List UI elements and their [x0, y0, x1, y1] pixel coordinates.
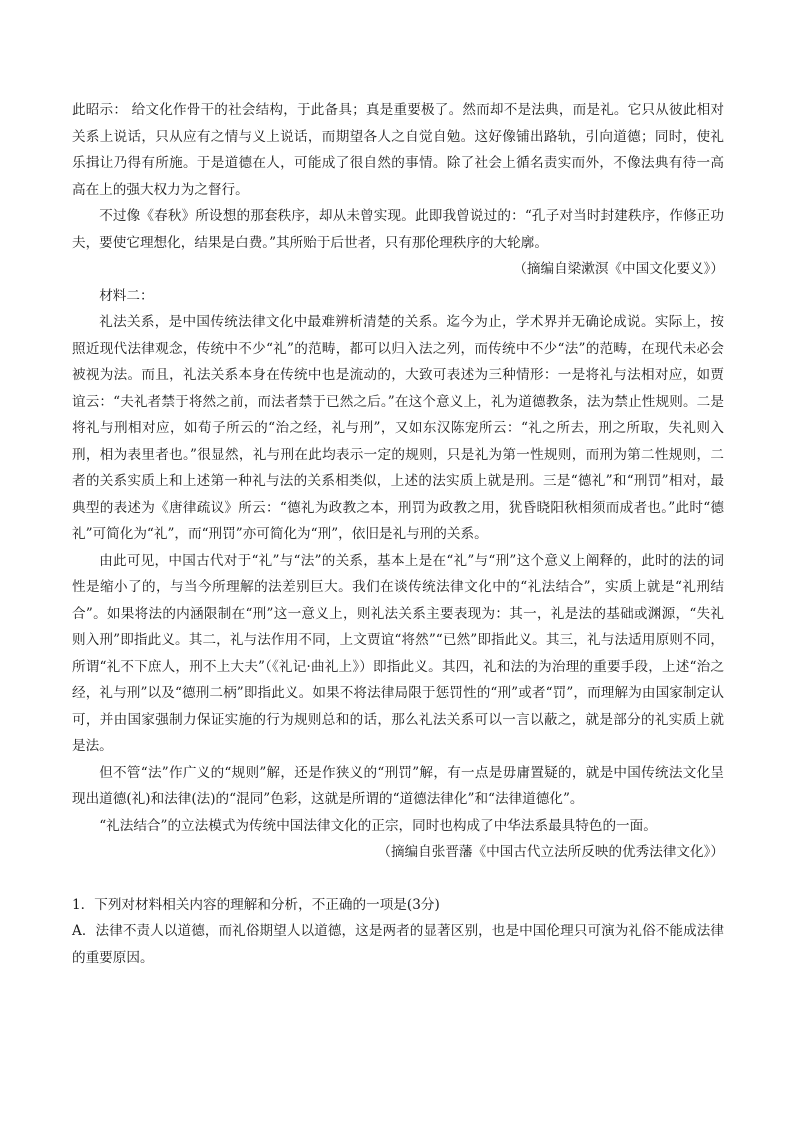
- material2-paragraph-3: 但不管“法”作广义的“规则”解，还是作狭义的“刑罚”解，有一点是毋庸置疑的，就是中国传统法文化呈现出道德(礼)和法律(法)的“混同”色彩，这就是所谓的“道德法律化”和“法律道德化”。: [72, 764, 724, 807]
- question-1-option-a: A．法律不责人以道德，而礼俗期望人以道德，这是两者的显著区别，也是中国伦理只可演为礼俗不能成法律的重要原因。: [72, 923, 724, 966]
- material2-source: （摘编自张晋藩《中国古代立法所反映的优秀法律文化》）: [377, 844, 724, 860]
- document-page: [72, 97, 724, 971]
- material2-paragraph-4: “礼法结合”的立法模式为传统中国法律文化的正宗，同时也构成了中华法系最具特色的一面。: [99, 817, 657, 834]
- material1-paragraph-1: 此昭示： 给文化作骨干的社会结构，于此备具；真是重要极了。然而却不是法典，而是礼。它只从彼此相对关系上说话，只从应有之情与义上说话，而期望各人之自觉自勉。这好像铺出路轨，引向道德；同时，使礼乐揖让乃得有所施。于是道德在人，可能成了很自然的事情。除了社会上循名责实而外，不像法典有待一高高在上的强大权力为之督行。: [72, 102, 724, 198]
- material1-paragraph-2: 不过像《春秋》所设想的那套秩序，却从未曾实现。此即我曾说过的：“孔子对当时封建秩序，作修正功夫，要使它理想化，结果是白费。”其所贻于后世者，只有那伦理秩序的大轮廓。: [72, 208, 724, 251]
- question-1-stem: 1．下列对材料相关内容的理解和分析，不正确的一项是(3分): [72, 896, 440, 913]
- material1-source: （摘编自梁漱溟《中国文化要义》）: [513, 261, 724, 277]
- material2-paragraph-1: 礼法关系，是中国传统法律文化中最难辨析清楚的关系。迄今为止，学术界并无确论成说。实际上，按照近现代法律观念，传统中不少“礼”的范畴，都可以归入法之列，而传统中不少“法”的范畴，在现代未必会被视为法。而且，礼法关系本身在传统中也是流动的，大致可表述为三种情形：一是将礼与法相对应，如贾谊云：“夫礼者禁于将然之前，而法者禁于已然之后。”在这个意义上，礼为道德教条，法为禁止性规则。二是将礼与刑相对应，如荀子所云的“治之经，礼与刑”，又如东汉陈宠所云：“礼之所去，刑之所取，失礼则入刑，相为表里者也。”很显然，礼与刑在此均表示一定的规则，只是礼为第一性规则，而刑为第二性规则，二者的关系实质上和上述第一种礼与法的关系相类似，上述的法实质上就是刑。三是“德礼”和“刑罚”相对，最典型的表述为《唐律疏议》所云：“德礼为政教之本，刑罚为政教之用，犹昏晓阳秋相须而成者也。”此时“德礼”可简化为“礼”，而“刑罚”亦可简化为“刑”，依旧是礼与刑的关系。: [72, 314, 724, 542]
- material2-paragraph-2: 由此可见，中国古代对于“礼”与“法”的关系，基本上是在“礼”与“刑”这个意义上阐释的，此时的法的词性是缩小了的，与当今所理解的法差别巨大。我们在谈传统法律文化中的“礼法结合”，实质上就是“礼刑结合”。如果将法的内涵限制在“刑”这一意义上，则礼法关系主要表现为：其一，礼是法的基础或渊源，“失礼则入刑”即指此义。其二，礼与法作用不同，上文贾谊“将然”“已然”即指此义。其三，礼与法适用原则不同，所谓“礼不下庶人，刑不上大夫”（《礼记·曲礼上》）即指此义。其四，礼和法的为治理的重要手段，上述“治之经，礼与刑”以及“德刑二柄”即指此义。如果不将法律局限于惩罚性的“刑”或者“罚”，而理解为由国家制定认可，并由国家强制力保证实施的行为规则总和的话，那么礼法关系可以一言以蔽之，就是部分的礼实质上就是法。: [72, 552, 724, 754]
- material2-heading: 材料二：: [99, 287, 154, 304]
